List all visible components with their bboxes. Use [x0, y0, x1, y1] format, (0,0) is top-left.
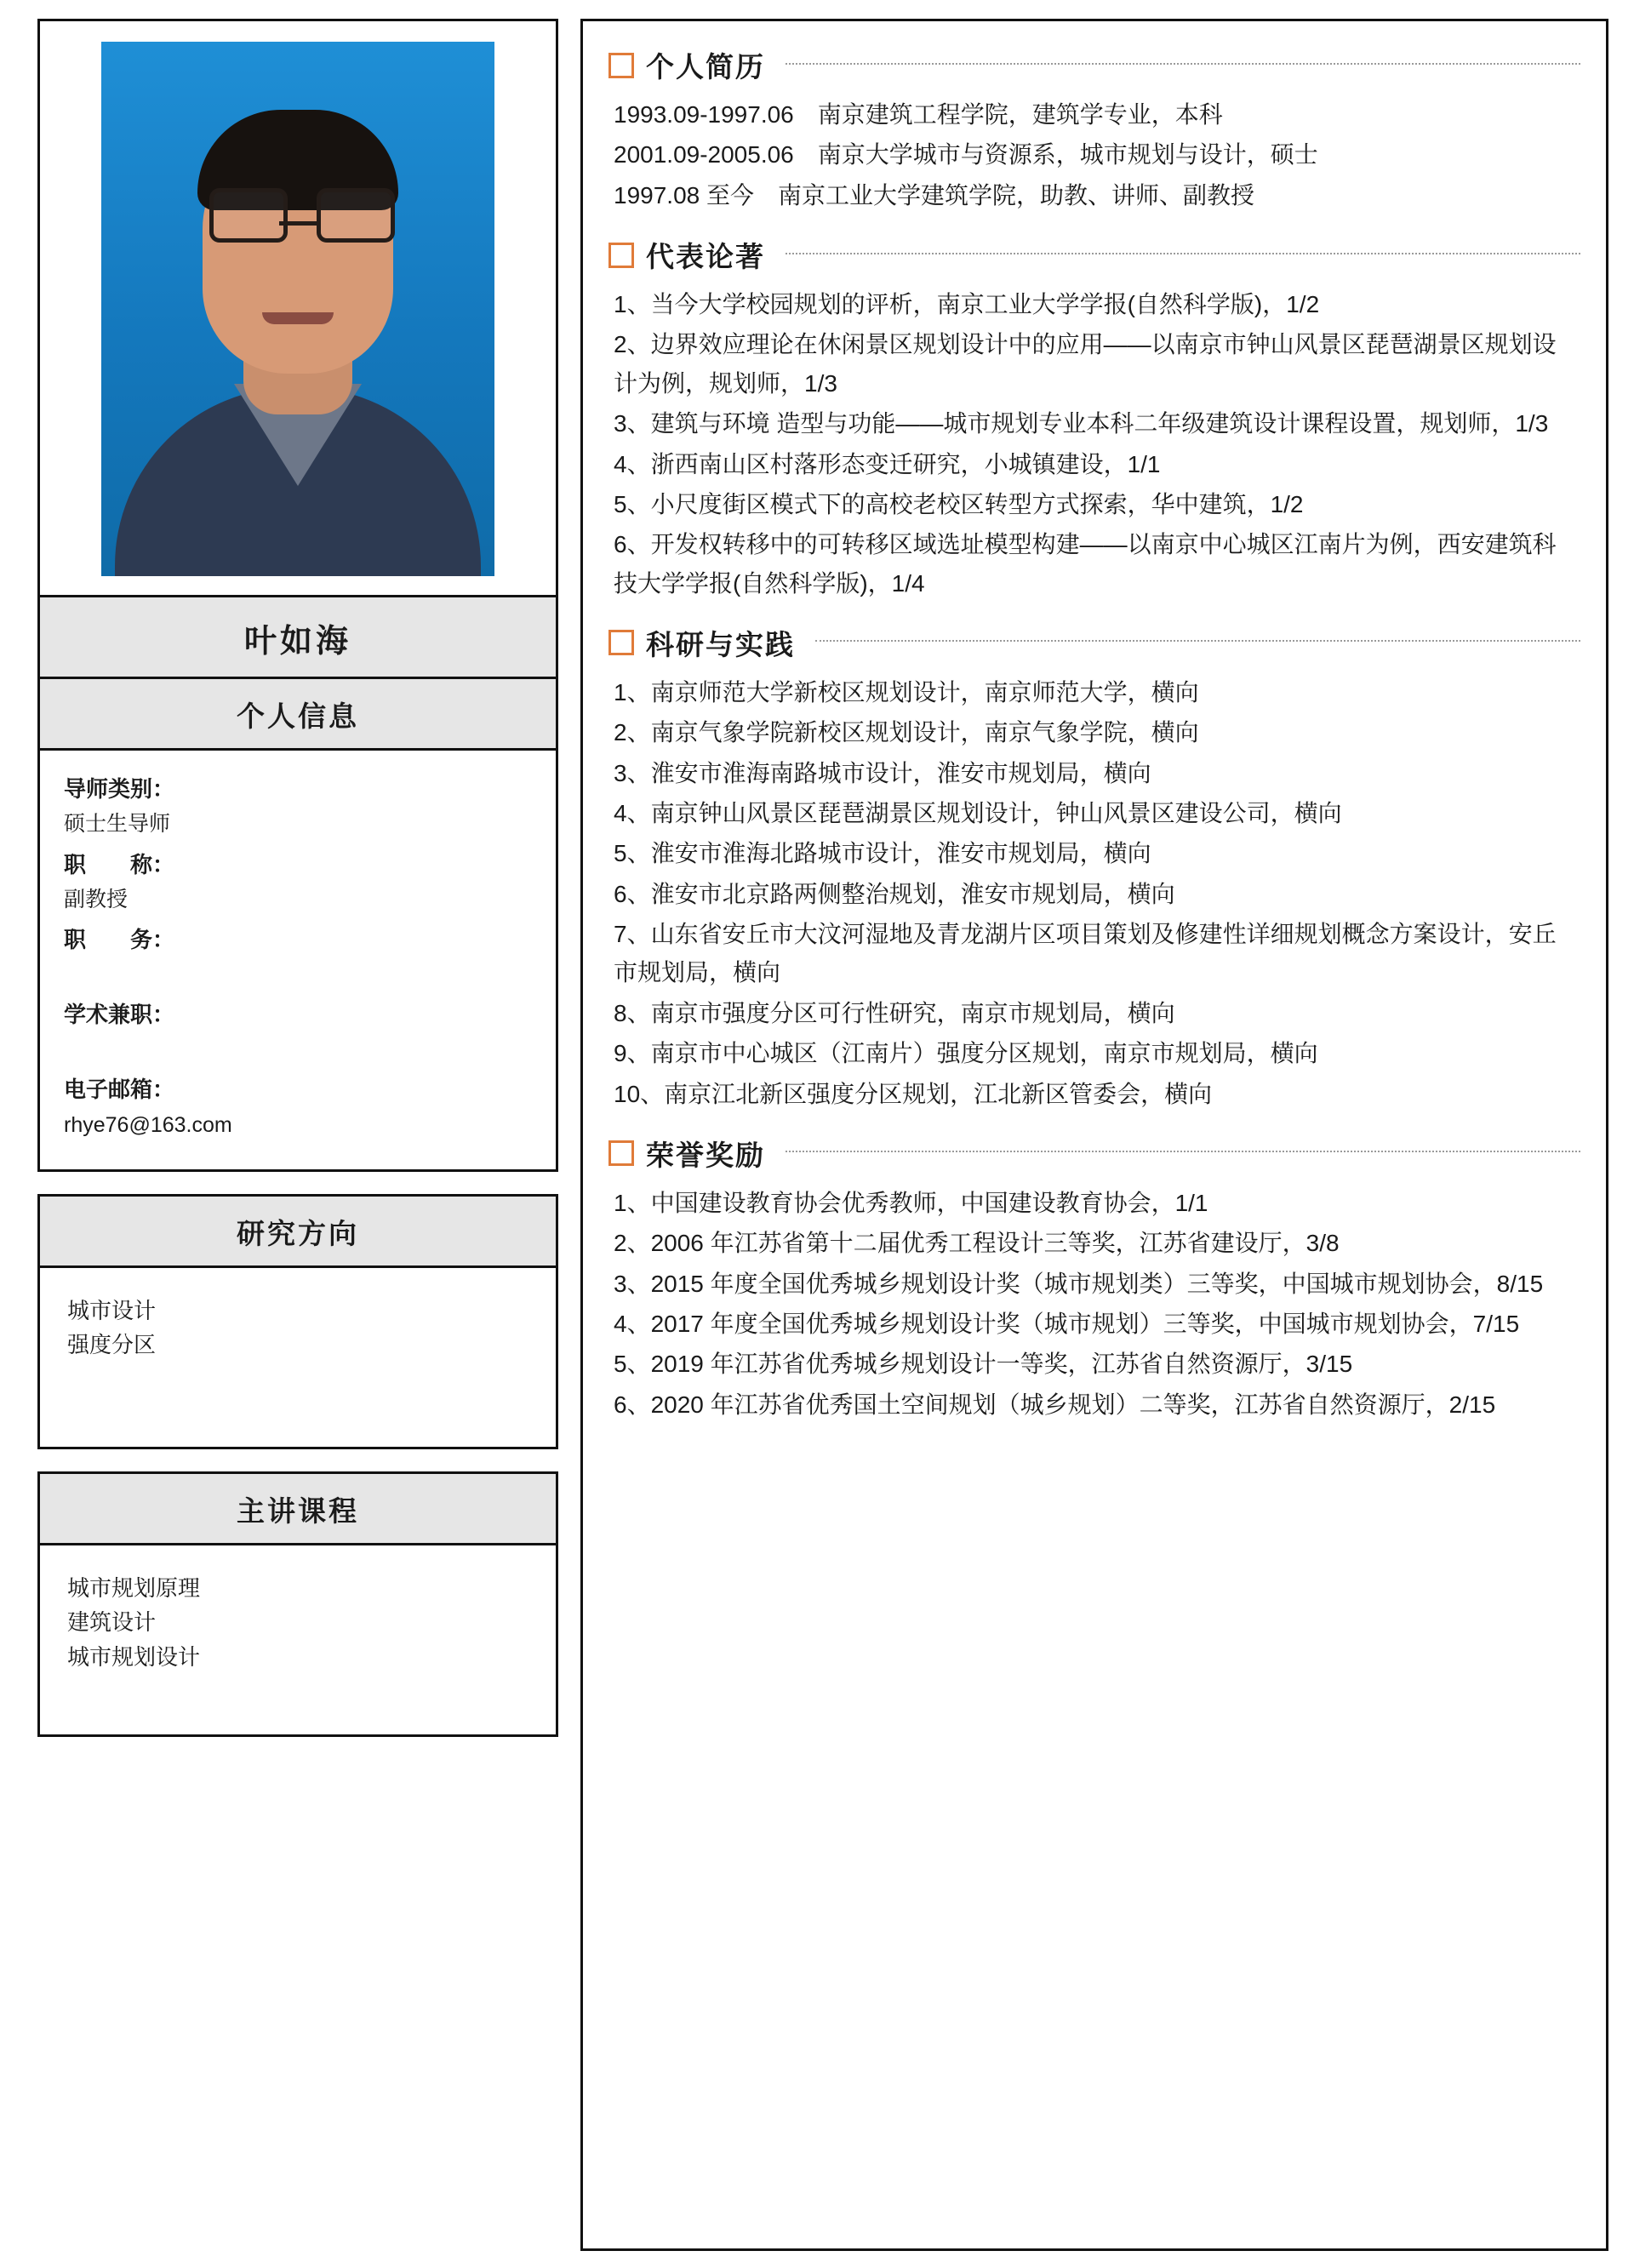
right-column [580, 19, 1608, 2251]
section-body-publications [608, 280, 1580, 614]
section-title-publications: 代表论著 [646, 241, 765, 273]
section-body-awards [608, 1179, 1580, 1436]
publication-item: 5、小尺度街区模式下的高校老校区转型方式探索，华中建筑，1/2 [614, 490, 1304, 517]
info-label-title: 职 称： [64, 851, 175, 877]
publication-item: 1、当今大学校园规划的评析，南京工业大学学报(自然科学版)，1/2 [614, 291, 1320, 318]
square-outline-icon [608, 53, 634, 78]
portrait-mouth-shape [262, 312, 334, 324]
course-item: 建筑设计 [67, 1609, 157, 1636]
research-item: 强度分区 [67, 1332, 157, 1358]
profile-panel [37, 19, 558, 1172]
courses-header: 主讲课程 [40, 1474, 556, 1545]
research-project-item: 9、南京市中心城区（江南片）强度分区规划，南京市规划局，横向 [614, 1040, 1318, 1067]
research-project-item: 7、山东省安丘市大汶河湿地及青龙湖片区项目策划及修建性详细规划概念方案设计，安丘市规划局，横向 [614, 921, 1557, 986]
section-body-research-practice [608, 668, 1580, 1125]
section-divider [786, 1151, 1580, 1152]
section-title-awards: 荣誉奖励 [646, 1139, 765, 1171]
research-project-item: 5、淮安市淮海北路城市设计，淮安市规划局，横向 [614, 840, 1151, 867]
info-value-position [64, 957, 532, 991]
info-label-academic-part-time: 学术兼职： [64, 1002, 175, 1028]
publication-item: 4、浙西南山区村落形态变迁研究，小城镇建设，1/1 [614, 450, 1161, 477]
research-project-item: 4、南京钟山风景区琵琶湖景区规划设计，钟山风景区建设公司，横向 [614, 800, 1342, 827]
research-panel [37, 1194, 558, 1449]
left-column [37, 19, 558, 2251]
personal-info-body [40, 751, 556, 1169]
publication-item: 2、边界效应理论在休闲景区规划设计中的应用——以南京市钟山风景区琵琶湖景区规划设计为例，规划师，1/3 [614, 331, 1557, 397]
personal-info-header: 个人信息 [40, 679, 556, 751]
info-label-email: 电子邮箱： [64, 1077, 175, 1103]
award-item: 3、2015 年度全国优秀城乡规划设计奖（城市规划类）三等奖，中国城市规划协会，8/15 [614, 1270, 1544, 1297]
research-project-item: 3、淮安市淮海南路城市设计，淮安市规划局，横向 [614, 759, 1151, 786]
section-title-resume: 个人简历 [646, 51, 765, 83]
info-label-position: 职 务： [64, 927, 175, 953]
award-item: 4、2017 年度全国优秀城乡规划设计奖（城市规划）三等奖，中国城市规划协会，7/15 [614, 1310, 1520, 1337]
research-item: 城市设计 [67, 1298, 157, 1324]
course-item: 城市规划原理 [67, 1575, 201, 1602]
section-header-research-practice [608, 623, 1580, 663]
section-header-publications [608, 235, 1580, 275]
section-divider [786, 63, 1580, 65]
square-outline-icon [608, 1140, 634, 1166]
research-project-item: 1、南京师范大学新校区规划设计，南京师范大学，横向 [614, 678, 1199, 706]
portrait-glasses-right-shape [317, 188, 395, 243]
research-project-item: 2、南京气象学院新校区规划设计，南京气象学院，横向 [614, 719, 1199, 746]
portrait-glasses-left-shape [209, 188, 288, 243]
info-value-advisor-type: 硕士生导师 [64, 812, 171, 837]
award-item: 6、2020 年江苏省优秀国土空间规划（城乡规划）二等奖，江苏省自然资源厅，2/15 [614, 1391, 1496, 1418]
publication-item: 6、开发权转移中的可转移区域选址模型构建——以南京中心城区江南片为例，西安建筑科技大学学报(自然科学版)，1/4 [614, 531, 1557, 597]
research-body [40, 1268, 556, 1388]
award-item: 1、中国建设教育协会优秀教师，中国建设教育协会，1/1 [614, 1189, 1208, 1216]
info-value-academic-part-time [64, 1032, 532, 1066]
section-header-resume [608, 45, 1580, 85]
section-divider [815, 640, 1580, 642]
info-label-advisor-type: 导师类别： [64, 776, 175, 802]
portrait-photo [101, 42, 494, 576]
courses-panel [37, 1471, 558, 1737]
photo-container [40, 21, 556, 576]
award-item: 2、2006 年江苏省第十二届优秀工程设计三等奖，江苏省建设厅，3/8 [614, 1230, 1340, 1257]
section-body-resume [608, 90, 1580, 226]
section-title-research-practice: 科研与实践 [646, 628, 795, 660]
section-divider [786, 253, 1580, 254]
info-value-email: rhye76@163.com [64, 1112, 232, 1137]
research-header: 研究方向 [40, 1197, 556, 1268]
courses-body [40, 1545, 556, 1700]
course-item: 城市规划设计 [67, 1643, 201, 1670]
resume-line: 1997.08 至今 南京工业大学建筑学院，助教、讲师、副教授 [614, 181, 1254, 209]
research-project-item: 10、南京江北新区强度分区规划，江北新区管委会，横向 [614, 1080, 1213, 1107]
publication-item: 3、建筑与环境 造型与功能——城市规划专业本科二年级建筑设计课程设置，规划师，1/3 [614, 410, 1549, 437]
section-header-awards [608, 1134, 1580, 1174]
square-outline-icon [608, 243, 634, 268]
research-project-item: 8、南京市强度分区可行性研究，南京市规划局，横向 [614, 999, 1175, 1026]
award-item: 5、2019 年江苏省优秀城乡规划设计一等奖，江苏省自然资源厅，3/15 [614, 1351, 1353, 1378]
resume-line: 1993.09-1997.06 南京建筑工程学院，建筑学专业，本科 [614, 101, 1223, 128]
person-name: 叶如海 [40, 595, 556, 679]
info-value-title: 副教授 [64, 887, 129, 911]
resume-line: 2001.09-2005.06 南京大学城市与资源系，城市规划与设计，硕士 [614, 141, 1318, 169]
research-project-item: 6、淮安市北京路两侧整治规划，淮安市规划局，横向 [614, 880, 1175, 907]
square-outline-icon [608, 630, 634, 655]
portrait-glasses-bridge-shape [279, 221, 317, 226]
